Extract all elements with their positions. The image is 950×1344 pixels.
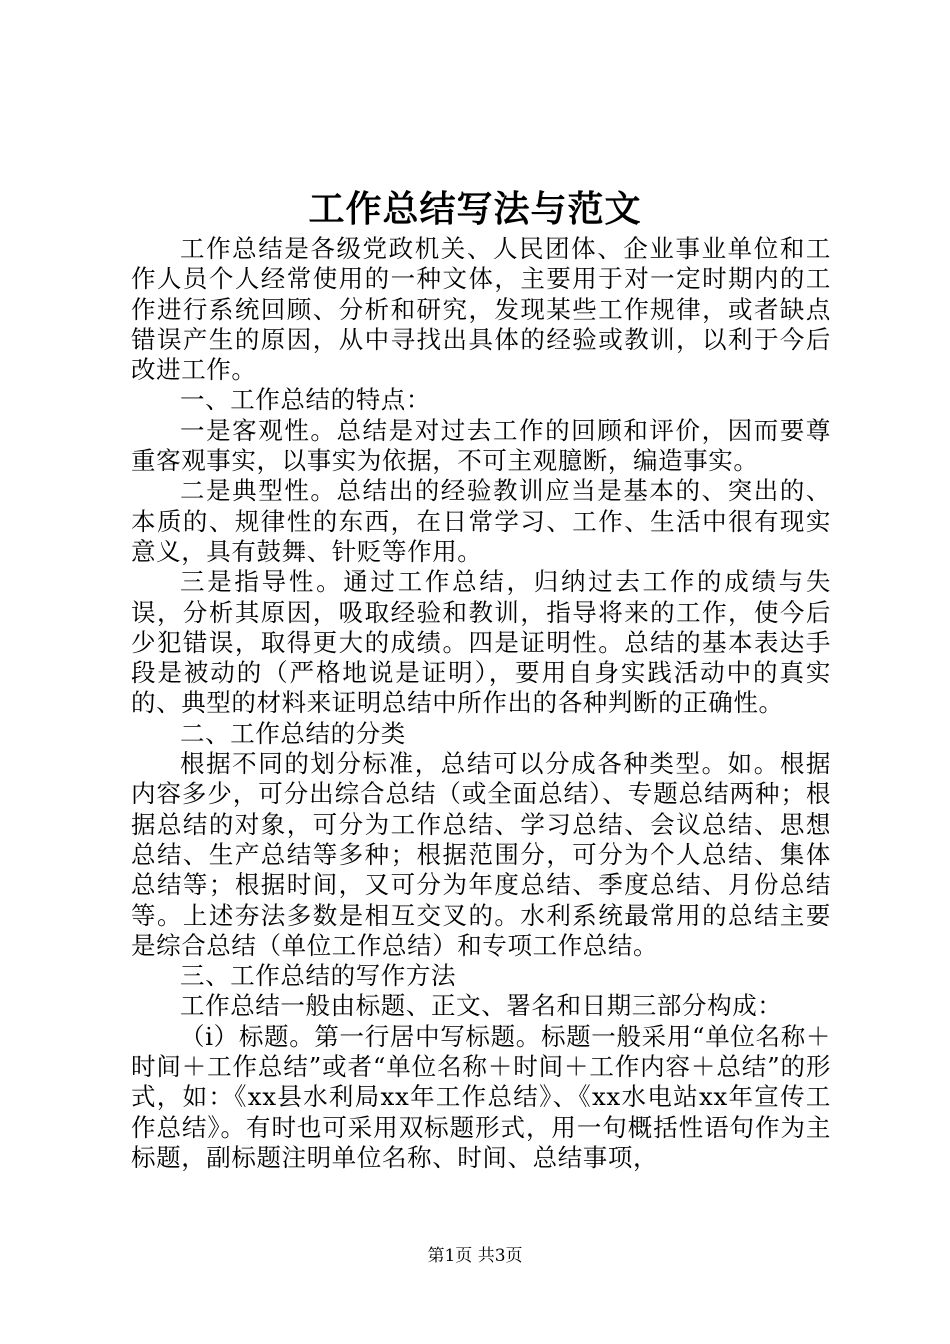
paragraph-guidance: 三是指导性。通过工作总结，归纳过去工作的成绩与失误，分析其原因，吸取经验和教训，指导将来的工作，使今后少犯错误，取得更大的成绩。四是证明性。总结的基本表达手段是被动的（严格地说是证明），要用自身实践活动中的真实的、典型的材料来证明总结中所作出的各种判断的正确性。 xyxy=(131,567,831,718)
heading-writing-method: 三、工作总结的写作方法 xyxy=(180,961,457,991)
paragraph-intro: 工作总结是各级党政机关、人民团体、企业事业单位和工作人员个人经常使用的一种文体，主要用于对一定时期内的工作进行系统回顾、分析和研究，发现某些工作规律，或者缺点错误产生的原因，从中寻找出具体的经验或教训，以利于今后改进工作。 xyxy=(131,234,831,385)
paragraph-classification: 根据不同的划分标准，总结可以分成各种类型。如。根据内容多少，可分出综合总结（或全面总结）、专题总结两种；根据总结的对象，可分为工作总结、学习总结、会议总结、思想总结、生产总结等多种；根据范围分，可分为个人总结、集体总结等；根据时间，又可分为年度总结、季度总结、月份总结等。上述夯法多数是相互交叉的。水利系统最常用的总结主要是综合总结（单位工作总结）和专项工作总结。 xyxy=(131,749,831,960)
heading-classification: 二、工作总结的分类 xyxy=(180,718,406,748)
paragraph-objectivity: 一是客观性。总结是对过去工作的回顾和评价，因而要尊重客观事实，以事实为依据，不可主观臆断，编造事实。 xyxy=(131,415,831,476)
paragraph-structure: 工作总结一般由标题、正文、署名和日期三部分构成： xyxy=(180,991,783,1021)
paragraph-typicality: 二是典型性。总结出的经验教训应当是基本的、突出的、本质的、规律性的东西，在日常学习、工作、生活中很有现实意义，具有鼓舞、针贬等作用。 xyxy=(131,476,831,566)
paragraph-title-format: （i）标题。第一行居中写标题。标题一般采用“单位名称＋时间＋工作总结”或者“单位名称＋时间＋工作内容＋总结”的形式，如：《xx县水利局xx年工作总结》、《xx水电站xx年宣传工作总结》。有时也可采用双标题形式，用一句概括性语句作为主标题，副标题注明单位名称、时间、总结事项， xyxy=(131,1021,831,1172)
heading-characteristics: 一、工作总结的特点： xyxy=(180,385,431,415)
page-number-footer: 第1页 共3页 xyxy=(427,1246,523,1266)
document-body xyxy=(131,234,831,1173)
page-title: 工作总结写法与范文 xyxy=(308,188,642,230)
